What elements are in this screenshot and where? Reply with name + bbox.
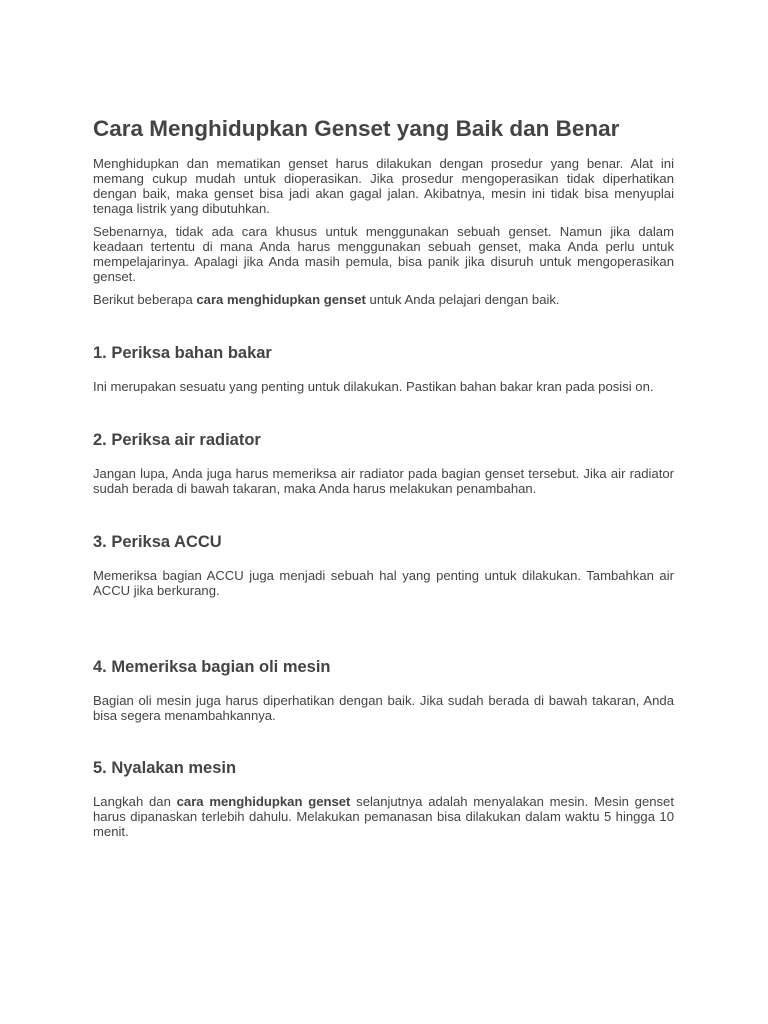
intro-paragraph-3-bold: cara menghidupkan genset (196, 292, 366, 307)
step-5-heading: 5. Nyalakan mesin (93, 759, 237, 777)
step-5-text-lead: Langkah dan (93, 794, 177, 809)
intro-paragraph-2: Sebenarnya, tidak ada cara khusus untuk menggunakan sebuah genset. Namun jika dalam keadaan tertentu di mana Anda harus menggunakan sebuah genset, maka Anda perlu untuk mempelajarinya. Apalagi jika Anda masih pemula, bisa panik jika disuruh untuk mengoperasikan genset. (93, 224, 674, 284)
step-1-text: Ini merupakan sesuatu yang penting untuk dilakukan. Pastikan bahan bakar kran pada posisi on. (93, 379, 654, 394)
step-4-heading: 4. Memeriksa bagian oli mesin (93, 658, 331, 676)
intro-paragraph-1: Menghidupkan dan mematikan genset harus dilakukan dengan prosedur yang benar. Alat ini memang cukup mudah untuk dioperasikan. Jika prosedur mengoperasikan tidak diperhatikan dengan baik, maka genset bisa jadi akan gagal jalan. Akibatnya, mesin ini tidak bisa menyuplai tenaga listrik yang dibutuhkan. (93, 156, 674, 216)
intro-paragraph-3 (93, 292, 674, 307)
step-3-text: Memeriksa bagian ACCU juga menjadi sebuah hal yang penting untuk dilakukan. Tambahkan air ACCU jika berkurang. (93, 568, 674, 598)
step-3-heading: 3. Periksa ACCU (93, 533, 222, 551)
page-title: Cara Menghidupkan Genset yang Baik dan Benar (93, 116, 620, 141)
step-5-text-tail: selanjutnya adalah menyalakan mesin. Mesin genset harus dipanaskan terlebih dahulu. Melakukan pemanasan bisa dilakukan dalam waktu 5 hingga 10 menit. (93, 794, 674, 839)
step-5-text (93, 794, 674, 839)
step-5-text-bold: cara menghidupkan genset (176, 794, 351, 809)
intro-paragraph-3-lead: Berikut beberapa (93, 292, 197, 307)
step-4-text: Bagian oli mesin juga harus diperhatikan dengan baik. Jika sudah berada di bawah takaran, Anda bisa segera menambahkannya. (93, 693, 674, 723)
intro-paragraph-3-tail: untuk Anda pelajari dengan baik. (365, 292, 560, 307)
step-2-text: Jangan lupa, Anda juga harus memeriksa air radiator pada bagian genset tersebut. Jika air radiator sudah berada di bawah takaran, maka Anda harus melakukan penambahan. (93, 466, 674, 496)
step-1-heading: 1. Periksa bahan bakar (93, 344, 272, 362)
step-2-heading: 2. Periksa air radiator (93, 431, 261, 449)
